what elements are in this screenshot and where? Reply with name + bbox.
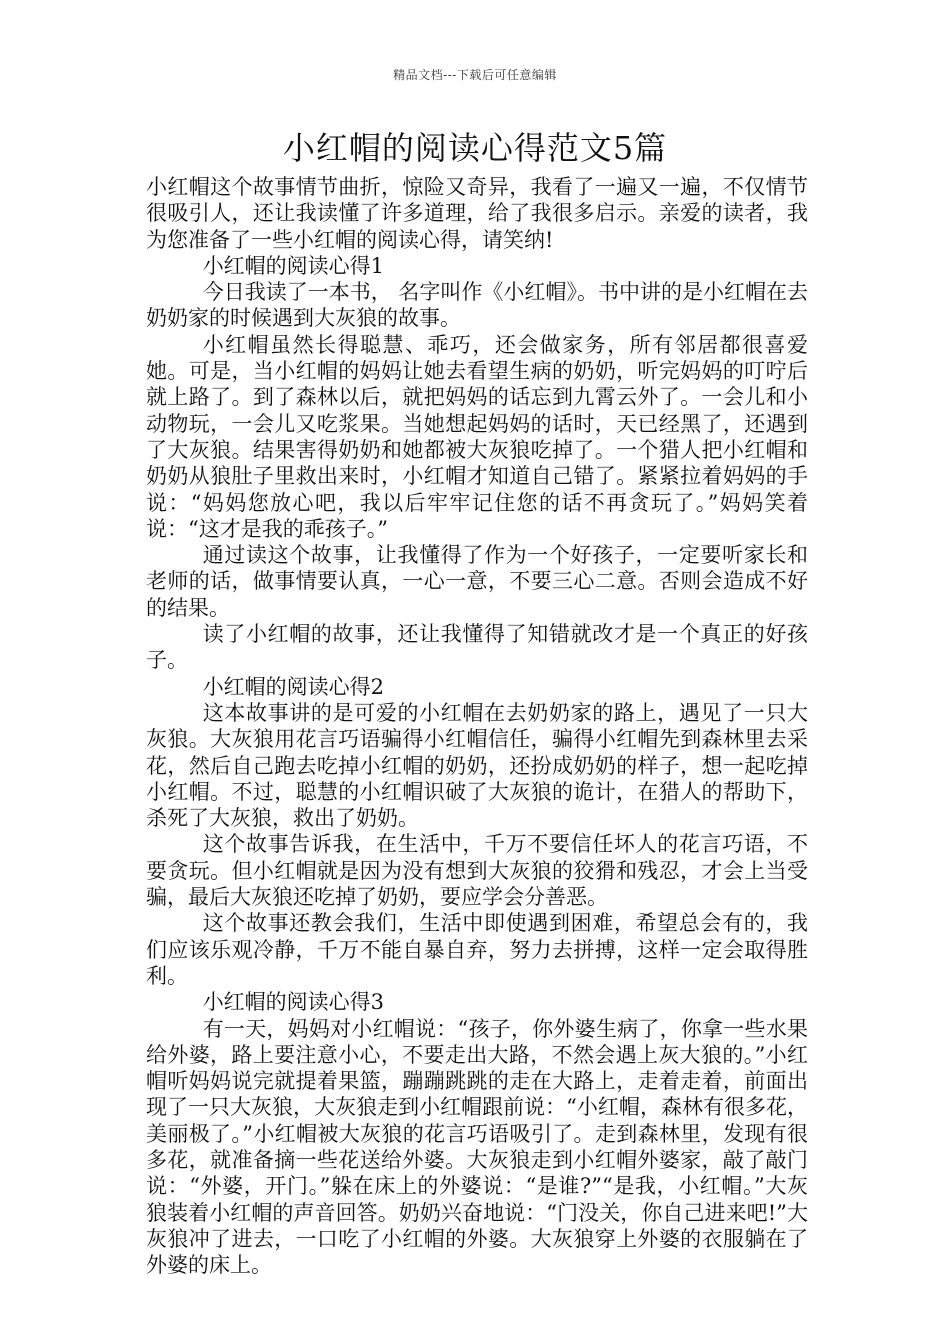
page-title: 小红帽的阅读心得范文5篇 xyxy=(282,129,668,167)
paragraph: 这本故事讲的是可爱的小红帽在去奶奶家的路上，遇见了一只大灰狼。大灰狼用花言巧语骗得小红帽信任，骗得小红帽先到森林里去采花，然后自己跑去吃掉小红帽的奶奶，还扮成奶奶的样子，想一起吃掉小红帽。不过，聪慧的小红帽识破了大灰狼的诡计，在猎人的帮助下，杀死了大灰狼，救出了奶奶。 xyxy=(146,700,808,831)
section-heading-1: 小红帽的阅读心得1 xyxy=(202,253,385,278)
paragraph: 读了小红帽的故事，还让我懂得了知错就改才是一个真正的好孩子。 xyxy=(146,622,808,673)
section-heading-2: 小红帽的阅读心得2 xyxy=(202,674,385,699)
document-body xyxy=(146,174,808,1278)
paragraph: 小红帽虽然长得聪慧、乖巧，还会做家务，所有邻居都很喜爱她。可是，当小红帽的妈妈让她去看望生病的奶奶，听完妈妈的叮咛后就上路了。到了森林以后，就把妈妈的话忘到九霄云外了。一会儿和小动物玩，一会儿又吃浆果。当她想起妈妈的话时，天已经黑了，还遇到了大灰狼。结果害得奶奶和她都被大灰狼吃掉了。一个猎人把小红帽和奶奶从狼肚子里救出来时，小红帽才知道自己错了。紧紧拉着妈妈的手说：“妈妈您放心吧，我以后牢牢记住您的话不再贪玩了。”妈妈笑着说：“这才是我的乖孩子。” xyxy=(146,332,808,541)
section-heading-3: 小红帽的阅读心得3 xyxy=(202,990,385,1015)
paragraph: 这个故事还教会我们，生活中即使遇到困难，希望总会有的，我们应该乐观冷静，千万不能自暴自弃，努力去拼搏，这样一定会取得胜利。 xyxy=(146,911,808,988)
paragraph: 有一天，妈妈对小红帽说：“孩子，你外婆生病了，你拿一些水果给外婆，路上要注意小心，不要走出大路，不然会遇上灰大狼的。”小红帽听妈妈说完就提着果篮，蹦蹦跳跳的走在大路上，走着走着，前面出现了一只大灰狼，大灰狼走到小红帽跟前说：“小红帽，森林有很多花，美丽极了。”小红帽被大灰狼的花言巧语吸引了。走到森林里，发现有很多花，就准备摘一些花送给外婆。大灰狼走到小红帽外婆家，敲了敲门说：“外婆，开门。”躲在床上的外婆说：“是谁?”“是我，小红帽。”大灰狼装着小红帽的声音回答。奶奶兴奋地说：“门没关，你自己进来吧!”大灰狼冲了进去，一口吃了小红帽的外婆。大灰狼穿上外婆的衣服躺在了外婆的床上。 xyxy=(146,1016,808,1278)
header-note: 精品文档---下载后可任意编辑 xyxy=(393,68,557,82)
intro-paragraph: 小红帽这个故事情节曲折，惊险又奇异，我看了一遍又一遍，不仅情节很吸引人，还让我读懂了许多道理，给了我很多启示。亲爱的读者，我为您准备了一些小红帽的阅读心得，请笑纳! xyxy=(146,175,808,252)
paragraph: 通过读这个故事，让我懂得了作为一个好孩子，一定要听家长和老师的话，做事情要认真，一心一意，不要三心二意。否则会造成不好的结果。 xyxy=(146,543,808,620)
paragraph: 这个故事告诉我，在生活中，千万不要信任坏人的花言巧语，不要贪玩。但小红帽就是因为没有想到大灰狼的狡猾和残忍，才会上当受骗，最后大灰狼还吃掉了奶奶，要应学会分善恶。 xyxy=(146,832,808,910)
paragraph: 今日我读了一本书， 名字叫作《小红帽》。书中讲的是小红帽在去奶奶家的时候遇到大灰狼的故事。 xyxy=(146,280,808,331)
